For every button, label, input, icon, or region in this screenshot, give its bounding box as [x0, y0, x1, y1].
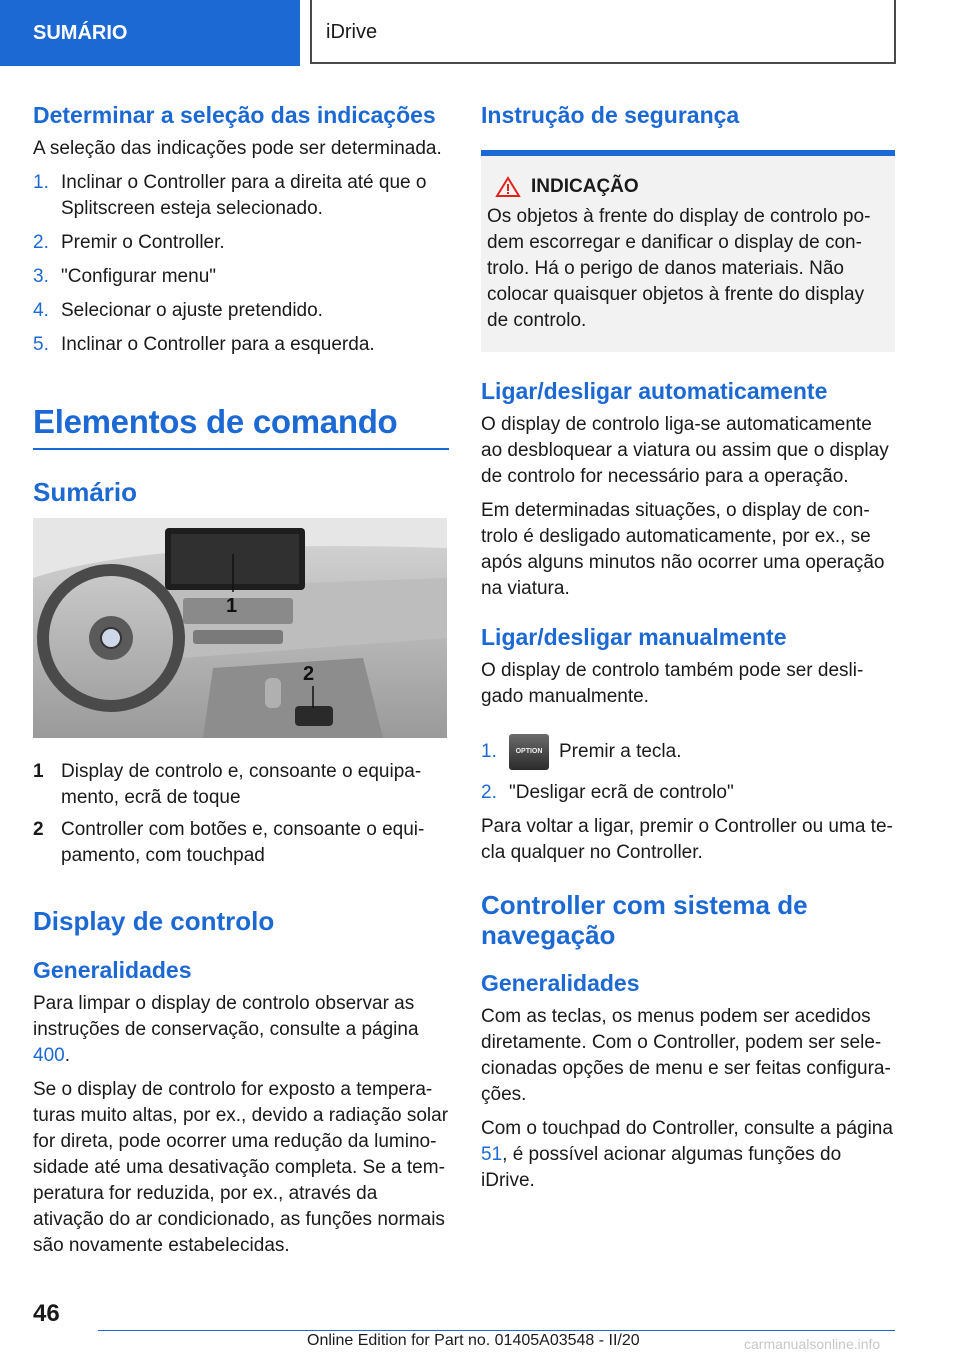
left-column [33, 100, 449, 1267]
nav-paragraph-2: Com o touchpad do Controller, consulte a página 51, é possível acionar algumas funções do iDrive. [481, 1118, 893, 1191]
step-item: 1. Inclinar o Controller para a direita até que o Splitscreen esteja selecionado. [33, 172, 427, 219]
watermark: carmanualsonline.info [744, 1336, 881, 1352]
nav-title: Controller com sistema de navegação [481, 890, 808, 950]
manual-paragraph-1: O display de controlo também pode ser desligado manualmente. [481, 660, 864, 707]
auto-title: Ligar/desligar automaticamente [481, 378, 828, 404]
cockpit-photo [33, 518, 447, 738]
chapter-title: Elementos de comando [33, 403, 398, 440]
summary-title: Sumário [33, 477, 138, 507]
manual-paragraph-2: Para voltar a ligar, premir o Controller ou uma tecla qualquer no Controller. [481, 816, 893, 863]
legend-item: 1 Display de controlo e, consoante o equipamento, ecrã de toque [33, 761, 422, 808]
page-number: 46 [33, 1300, 60, 1327]
top-bar [0, 0, 960, 66]
step-item: 3. "Configurar menu" [33, 266, 217, 287]
general-paragraph-1: Para limpar o display de controlo observar as instruções de conservação, consulte a página 400. [33, 993, 419, 1066]
page-link-400[interactable]: 400 [33, 1045, 65, 1066]
tab-summary[interactable]: SUMÁRIO [0, 0, 300, 66]
step-item: 5. Inclinar o Controller para a esquerda. [33, 334, 375, 355]
edition-text: Online Edition for Part no. 01405A03548 - II/20 [307, 1332, 640, 1349]
right-column [481, 100, 895, 1202]
display-title: Display de controlo [33, 906, 275, 936]
selection-steps [33, 170, 449, 358]
footer-rule [98, 1330, 895, 1331]
notice-text: Os objetos à frente do display de controlo podem escorregar e danificar o display de controlo. Há o perigo de danos materiais. Não colocar quaisquer objetos à frente do display de controlo. [487, 206, 871, 331]
warning-triangle-icon [495, 176, 521, 198]
photo-legend [33, 759, 449, 869]
section-title-selection: Determinar a seleção das indicações [33, 102, 436, 128]
notice-box [481, 150, 895, 352]
manual-title: Ligar/desligar manualmente [481, 624, 787, 650]
safety-title: Instrução de segurança [481, 102, 740, 128]
step-item: 2. Premir o Controller. [33, 232, 225, 253]
option-button-icon: OPTION [509, 734, 549, 770]
manual-steps [481, 732, 895, 806]
general-paragraph-2: Se o display de controlo for exposto a temperaturas muito altas, por ex., devido a radiação solar for direta, pode ocorrer uma redução da luminosidade até uma desativação completa. Se a temperatura for reduzida, por ex., através da ativação do ar condicionado, as funções normais são novamente estabelecidas. [33, 1079, 449, 1256]
auto-paragraph-1: O display de controlo liga-se automaticamente ao desbloquear a viatura ou assim que o display de controlo for necessário para a operação. [481, 414, 889, 487]
notice-title: INDICAÇÃO [487, 174, 889, 200]
nav-general-title: Generalidades [481, 970, 640, 996]
step-item: 2. "Desligar ecrã de controlo" [481, 782, 734, 803]
photo-label-1: 1 [226, 595, 238, 617]
page-link-51[interactable]: 51 [481, 1144, 503, 1165]
auto-paragraph-2: Em determinadas situações, o display de controlo é desligado automaticamente, por ex., se após alguns minutos não ocorrer uma operação na viatura. [481, 500, 885, 599]
photo-label-2: 2 [303, 663, 315, 685]
step-item: 4. Selecionar o ajuste pretendido. [33, 300, 323, 321]
legend-item: 2 Controller com botões e, consoante o equipamento, com touchpad [33, 819, 425, 866]
step-item: 1. OPTION Premir a tecla. [481, 732, 895, 772]
selection-intro: A seleção das indicações pode ser determinada. [33, 138, 442, 159]
nav-paragraph-1: Com as teclas, os menus podem ser acedidos diretamente. Com o Controller, podem ser selecionadas opções de menu e ser feitas configurações. [481, 1006, 891, 1105]
general-title: Generalidades [33, 957, 192, 983]
tab-section-idrive: iDrive [310, 0, 896, 64]
